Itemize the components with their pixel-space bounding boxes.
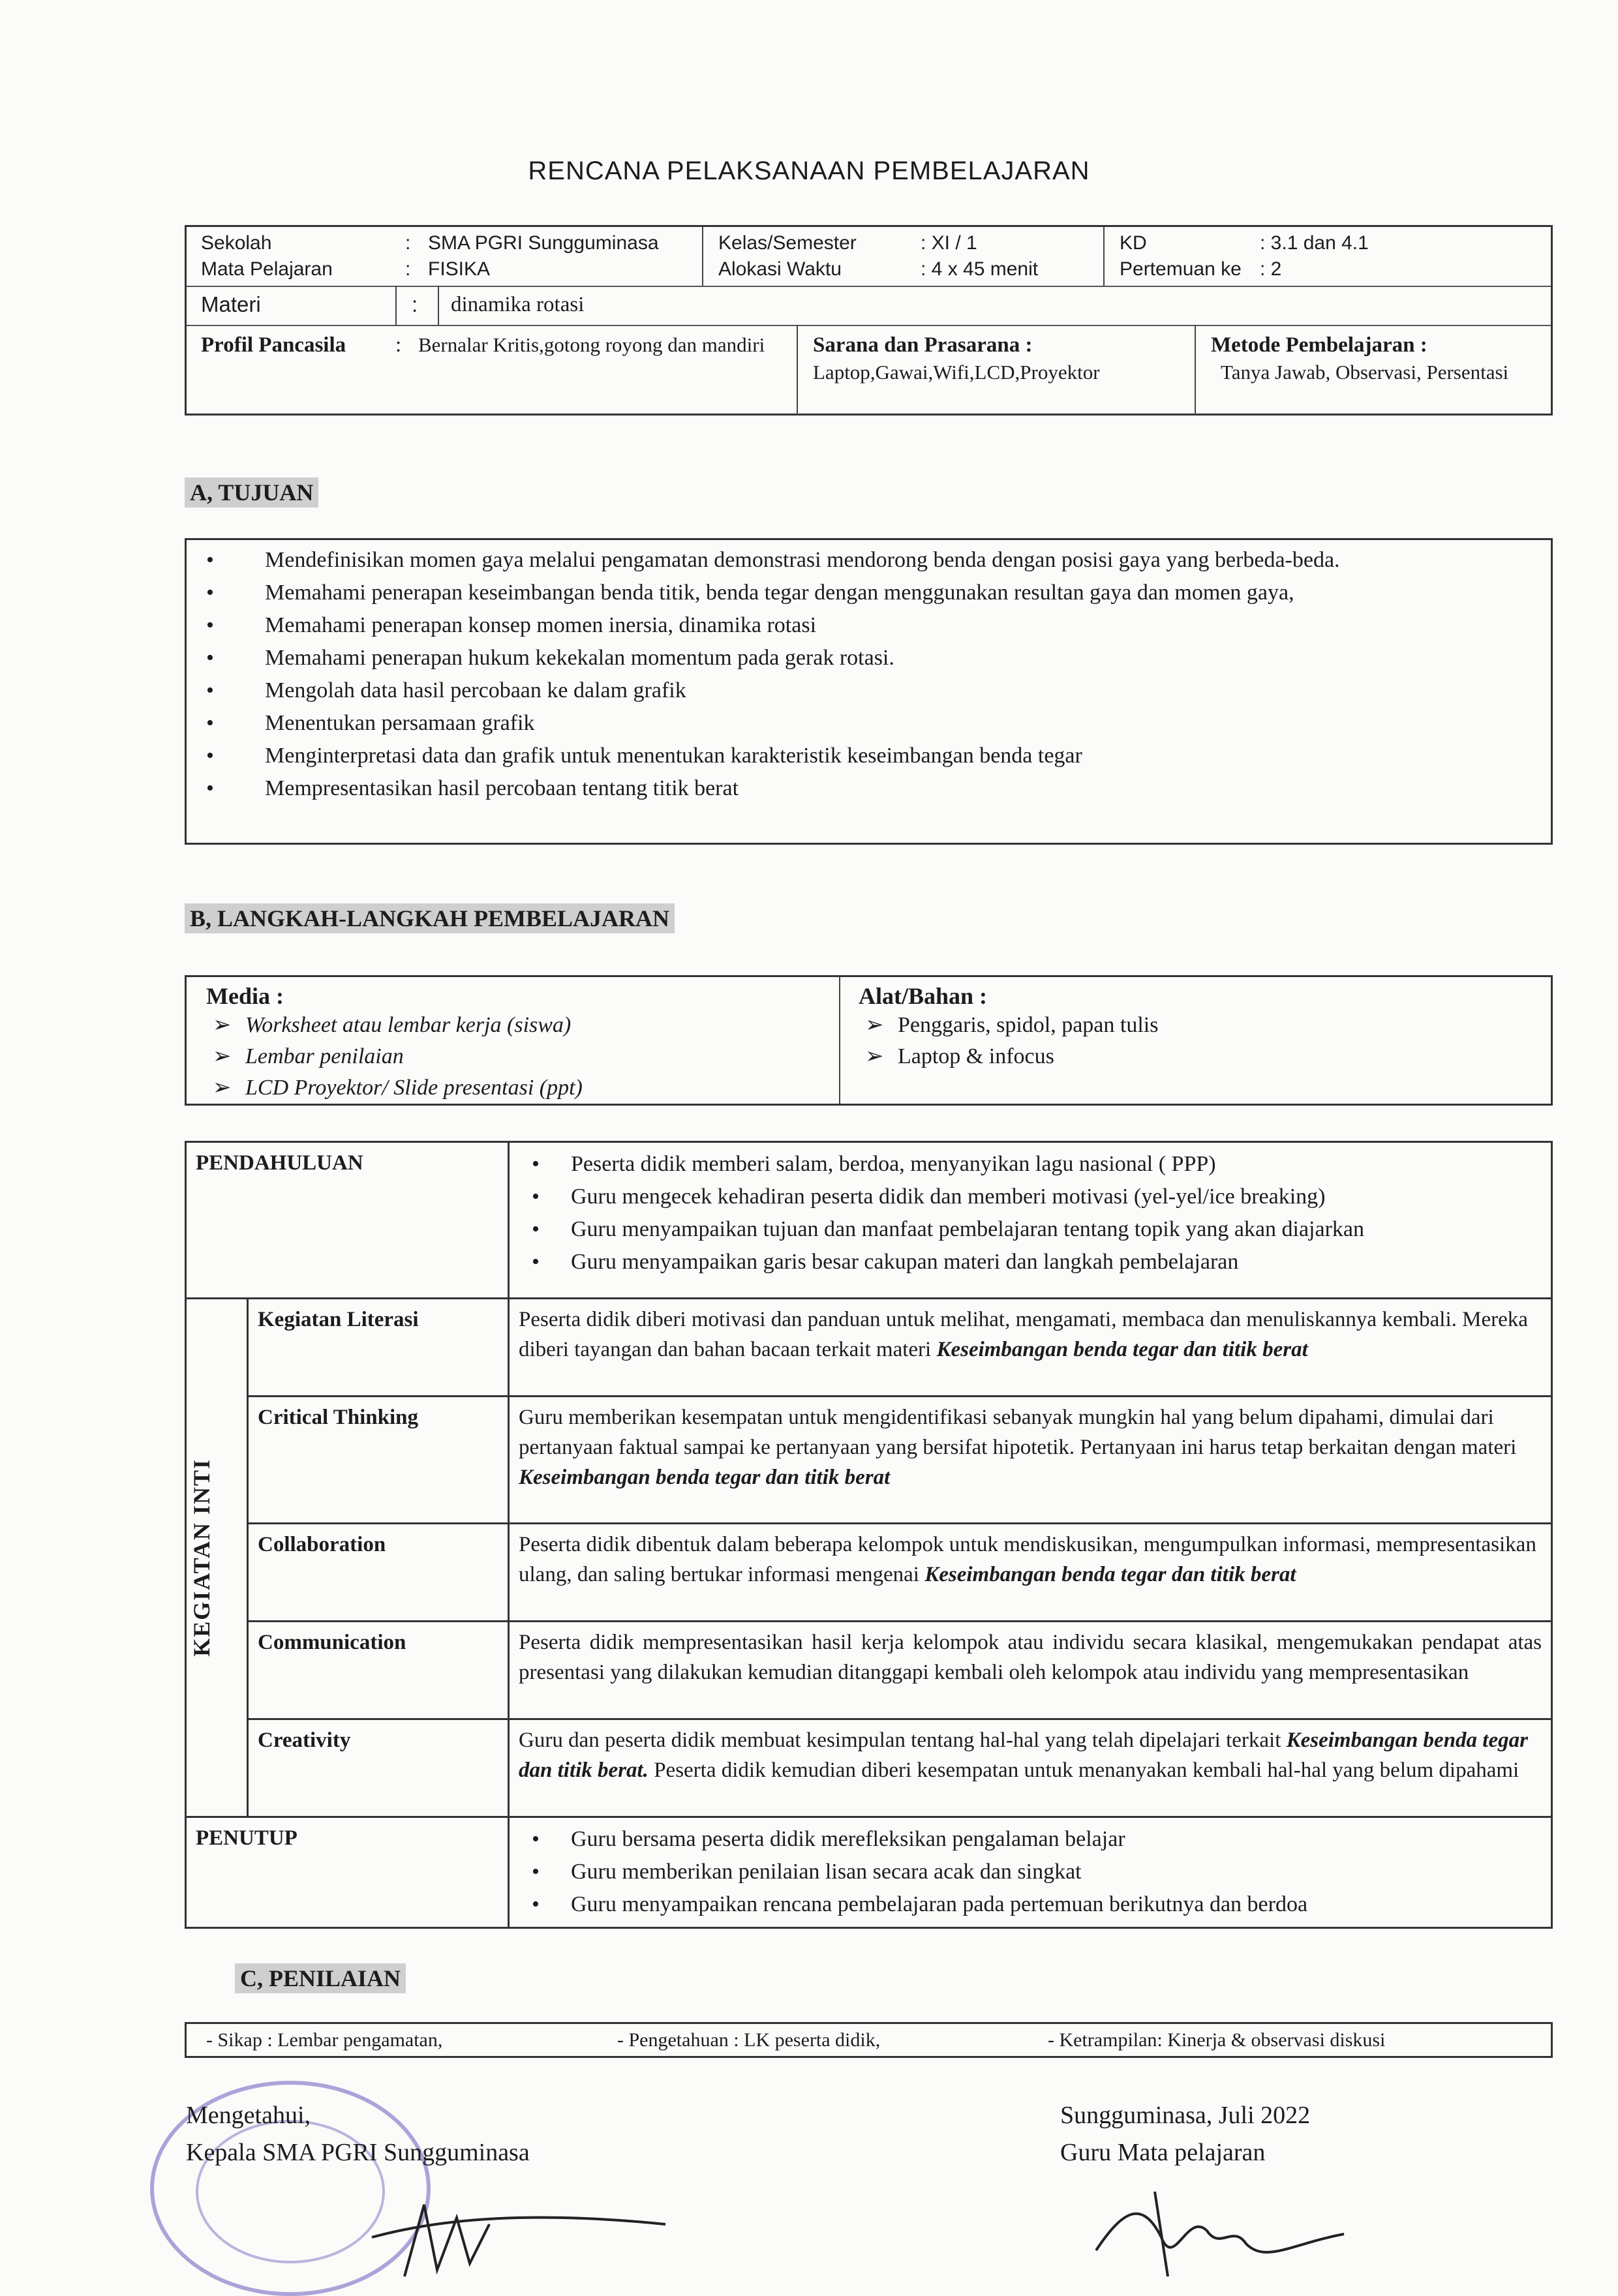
bullet-icon: • <box>206 646 214 670</box>
arrow-bullet-icon: ➢ <box>865 1013 884 1037</box>
creat-text2: Peserta didik kemudian diberi kesempatan untuk menanyakan kembali hal-hal yang belum dipahami <box>654 1759 1519 1782</box>
penutup-item <box>519 1823 1542 1856</box>
alat-label: Alat/Bahan : <box>859 983 988 1009</box>
pendahuluan-text: Guru menyampaikan garis besar cakupan materi dan langkah pembelajaran <box>571 1250 1239 1274</box>
bullet-icon: • <box>532 1250 540 1274</box>
bullet-icon: • <box>206 711 214 735</box>
metode-value: Tanya Jawab, Observasi, Persentasi <box>1221 361 1509 384</box>
penutup-item <box>519 1856 1542 1888</box>
tujuan-item <box>187 674 1551 707</box>
media-text: Worksheet atau lembar kerja (siswa) <box>245 1013 572 1037</box>
kegiatan-inti-label: KEGIATAN INTI <box>189 1458 215 1657</box>
media-text: LCD Proyektor/ Slide presentasi (ppt) <box>245 1076 583 1100</box>
mapel-label: Mata Pelajaran <box>201 258 333 280</box>
alat-list <box>859 1010 1511 1072</box>
sekolah-colon: : <box>405 232 411 254</box>
pendahuluan-item <box>519 1181 1542 1213</box>
penutup-text: Guru menyampaikan rencana pembelajaran pada pertemuan berikutnya dan berdoa <box>571 1892 1308 1916</box>
pendahuluan-text: Guru mengecek kehadiran peserta didik dan memberi motivasi (yel-yel/ice breaking) <box>571 1185 1326 1209</box>
penutup-list <box>519 1823 1542 1921</box>
bullet-icon: • <box>532 1860 540 1884</box>
media-list <box>206 1010 826 1104</box>
document-title: RENCANA PELAKSANAAN PEMBELAJARAN <box>528 157 1090 185</box>
penutup-label: PENUTUP <box>186 1817 509 1928</box>
materi-label: Materi <box>201 292 261 316</box>
pendahuluan-item <box>519 1148 1542 1181</box>
penutup-item <box>519 1888 1542 1921</box>
penilaian-ketrampilan: - Ketrampilan: Kinerja & observasi diskusi <box>1048 2029 1386 2051</box>
tujuan-item <box>187 577 1551 609</box>
arrow-bullet-icon: ➢ <box>865 1044 884 1068</box>
sekolah-label: Sekolah <box>201 232 272 254</box>
collab-text: Peserta didik dibentuk dalam beberapa kelompok untuk mendiskusikan, mengumpulkan informasi, mempresentasikan ulang, dan saling bertukar informasi mengenai <box>519 1533 1536 1586</box>
bullet-icon: • <box>206 581 214 605</box>
bullet-icon: • <box>206 776 214 800</box>
comm-text: Peserta didik mempresentasikan hasil kerja kelompok atau individu secara klasikal, mengemukakan pendapat atas presentasi yang dilakukan kemudian ditanggapi kembali oleh kelompok atau individu yang mempresentasikan <box>509 1622 1552 1719</box>
critical-label: Critical Thinking <box>248 1397 509 1524</box>
bullet-icon: • <box>532 1185 540 1209</box>
literasi-text: Peserta didik diberi motivasi dan panduan untuk melihat, mengamati, membaca dan menuliskannya kembali. Mereka diberi tayangan dan bahan bacaan terkait materi <box>519 1308 1528 1361</box>
penilaian-sikap: - Sikap : Lembar pengamatan, <box>206 2029 443 2051</box>
media-item <box>206 1072 826 1104</box>
profil-label: Profil Pancasila <box>201 333 346 357</box>
profil-value: Bernalar Kritis,gotong royong dan mandiri <box>418 333 765 356</box>
collab-label: Collaboration <box>248 1524 509 1622</box>
tujuan-box <box>185 538 1553 845</box>
bullet-icon: • <box>532 1152 540 1176</box>
mengetahui-label: Mengetahui, <box>186 2102 311 2129</box>
literasi-cell <box>509 1299 1552 1397</box>
activity-table <box>185 1141 1553 1929</box>
penilaian-heading: C, PENILAIAN <box>235 1963 406 1993</box>
media-item <box>206 1010 826 1041</box>
literasi-italic: Keseimbangan benda tegar dan titik berat <box>936 1338 1308 1361</box>
materi-value: dinamika rotasi <box>451 293 585 316</box>
collab-italic: Keseimbangan benda tegar dan titik berat <box>924 1563 1296 1586</box>
tujuan-text: Menentukan persamaan grafik <box>265 711 535 735</box>
literasi-label: Kegiatan Literasi <box>248 1299 509 1397</box>
media-text: Lembar penilaian <box>245 1044 404 1068</box>
critical-text: Guru memberikan kesempatan untuk mengidentifikasi sebanyak mungkin hal yang belum dipahami, dimulai dari pertanyaan faktual sampai ke pertanyaan yang bersifat hipotetik. Pertanyaan ini harus tetap berkaitan dengan materi <box>519 1406 1517 1459</box>
creat-text1: Guru dan peserta didik membuat kesimpulan tentang hal-hal yang telah dipelajari terkait <box>519 1729 1281 1752</box>
bullet-icon: • <box>206 548 214 572</box>
arrow-bullet-icon: ➢ <box>213 1013 232 1037</box>
pertemuan-label: Pertemuan ke <box>1120 258 1242 280</box>
pendahuluan-text: Guru menyampaikan tujuan dan manfaat pembelajaran tentang topik yang akan diajarkan <box>571 1217 1364 1241</box>
profil-colon: : <box>395 333 402 357</box>
tujuan-item <box>187 544 1551 577</box>
alokasi-value: : 4 x 45 menit <box>921 258 1039 280</box>
bullet-icon: • <box>206 613 214 637</box>
alokasi-label: Alokasi Waktu <box>718 258 842 280</box>
tujuan-text: Memahami penerapan hukum kekekalan momentum pada gerak rotasi. <box>265 646 894 670</box>
pendahuluan-row <box>186 1142 1552 1299</box>
tujuan-item <box>187 740 1551 772</box>
principal-signature <box>365 2179 679 2283</box>
alat-item <box>859 1010 1511 1041</box>
sekolah-value: SMA PGRI Sungguminasa <box>428 232 659 254</box>
critical-row <box>186 1397 1552 1524</box>
bullet-icon: • <box>206 744 214 768</box>
pertemuan-value: : 2 <box>1260 258 1282 280</box>
arrow-bullet-icon: ➢ <box>213 1044 232 1068</box>
kepala-sekolah-label: Kepala SMA PGRI Sungguminasa <box>186 2139 530 2166</box>
teacher-signature <box>1083 2172 1357 2283</box>
collab-row <box>186 1524 1552 1622</box>
mapel-colon: : <box>405 258 411 280</box>
collab-cell <box>509 1524 1552 1622</box>
penutup-text: Guru memberikan penilaian lisan secara acak dan singkat <box>571 1860 1082 1884</box>
kelas-value: : XI / 1 <box>921 232 977 254</box>
comm-label: Communication <box>248 1622 509 1719</box>
header-info-box <box>185 225 1553 415</box>
tujuan-text: Menginterpretasi data dan grafik untuk menentukan karakteristik keseimbangan benda tegar <box>265 744 1082 768</box>
tujuan-list <box>187 544 1551 805</box>
media-label: Media : <box>206 983 284 1009</box>
tujuan-heading: A, TUJUAN <box>185 477 318 507</box>
media-alat-box <box>185 975 1553 1106</box>
literasi-row <box>186 1299 1552 1397</box>
pendahuluan-label: PENDAHULUAN <box>186 1142 509 1299</box>
tujuan-text: Mengolah data hasil percobaan ke dalam grafik <box>265 678 686 702</box>
alat-text: Penggaris, spidol, papan tulis <box>898 1013 1159 1037</box>
creat-label: Creativity <box>248 1719 509 1817</box>
critical-cell <box>509 1397 1552 1524</box>
pendahuluan-text: Peserta didik memberi salam, berdoa, menyanyikan lagu nasional ( PPP) <box>571 1152 1216 1176</box>
sarana-label: Sarana dan Prasarana : <box>813 333 1033 357</box>
media-item <box>206 1041 826 1072</box>
tujuan-text: Memahami penerapan konsep momen inersia, dinamika rotasi <box>265 613 817 637</box>
penilaian-box <box>185 2022 1553 2058</box>
critical-italic: Keseimbangan benda tegar dan titik berat <box>519 1466 891 1489</box>
materi-colon: : <box>412 292 418 316</box>
kelas-label: Kelas/Semester <box>718 232 857 254</box>
pendahuluan-list <box>519 1148 1542 1278</box>
alat-text: Laptop & infocus <box>898 1044 1054 1068</box>
tujuan-item <box>187 707 1551 740</box>
metode-label: Metode Pembelajaran : <box>1211 333 1427 357</box>
tujuan-text: Mendefinisikan momen gaya melalui pengamatan demonstrasi mendorong benda dengan posisi gaya yang berbeda-beda. <box>265 548 1340 572</box>
penutup-text: Guru bersama peserta didik merefleksikan pengalaman belajar <box>571 1827 1125 1851</box>
langkah-heading: B, LANGKAH-LANGKAH PEMBELAJARAN <box>185 903 675 933</box>
creat-cell <box>509 1719 1552 1817</box>
comm-row <box>186 1622 1552 1719</box>
creat-row <box>186 1719 1552 1817</box>
tujuan-text: Memahami penerapan keseimbangan benda titik, benda tegar dengan menggunakan resultan gaya dan momen gaya, <box>265 581 1294 605</box>
pendahuluan-item <box>519 1213 1542 1246</box>
tujuan-item <box>187 772 1551 805</box>
tujuan-item <box>187 642 1551 674</box>
bullet-icon: • <box>532 1217 540 1241</box>
tujuan-item <box>187 609 1551 642</box>
tujuan-text: Mempresentasikan hasil percobaan tentang titik berat <box>265 776 739 800</box>
bullet-icon: • <box>206 678 214 702</box>
kd-value: : 3.1 dan 4.1 <box>1260 232 1369 254</box>
kd-label: KD <box>1120 232 1147 254</box>
penilaian-pengetahuan: - Pengetahuan : LK peserta didik, <box>617 2029 881 2051</box>
bullet-icon: • <box>532 1827 540 1851</box>
alat-item <box>859 1041 1511 1072</box>
creat-italic: Keseimbangan benda tegar dan titik berat. <box>519 1729 1528 1782</box>
guru-label: Guru Mata pelajaran <box>1060 2139 1266 2166</box>
bullet-icon: • <box>532 1892 540 1916</box>
place-date: Sungguminasa, Juli 2022 <box>1060 2102 1311 2129</box>
mapel-value: FISIKA <box>428 258 491 280</box>
pendahuluan-item <box>519 1246 1542 1278</box>
header-row-profil <box>187 325 1551 415</box>
header-row-materi <box>187 286 1551 326</box>
header-row-identity <box>187 227 1551 287</box>
arrow-bullet-icon: ➢ <box>213 1076 232 1100</box>
penutup-row <box>186 1817 1552 1928</box>
sarana-value: Laptop,Gawai,Wifi,LCD,Proyektor <box>813 361 1100 384</box>
